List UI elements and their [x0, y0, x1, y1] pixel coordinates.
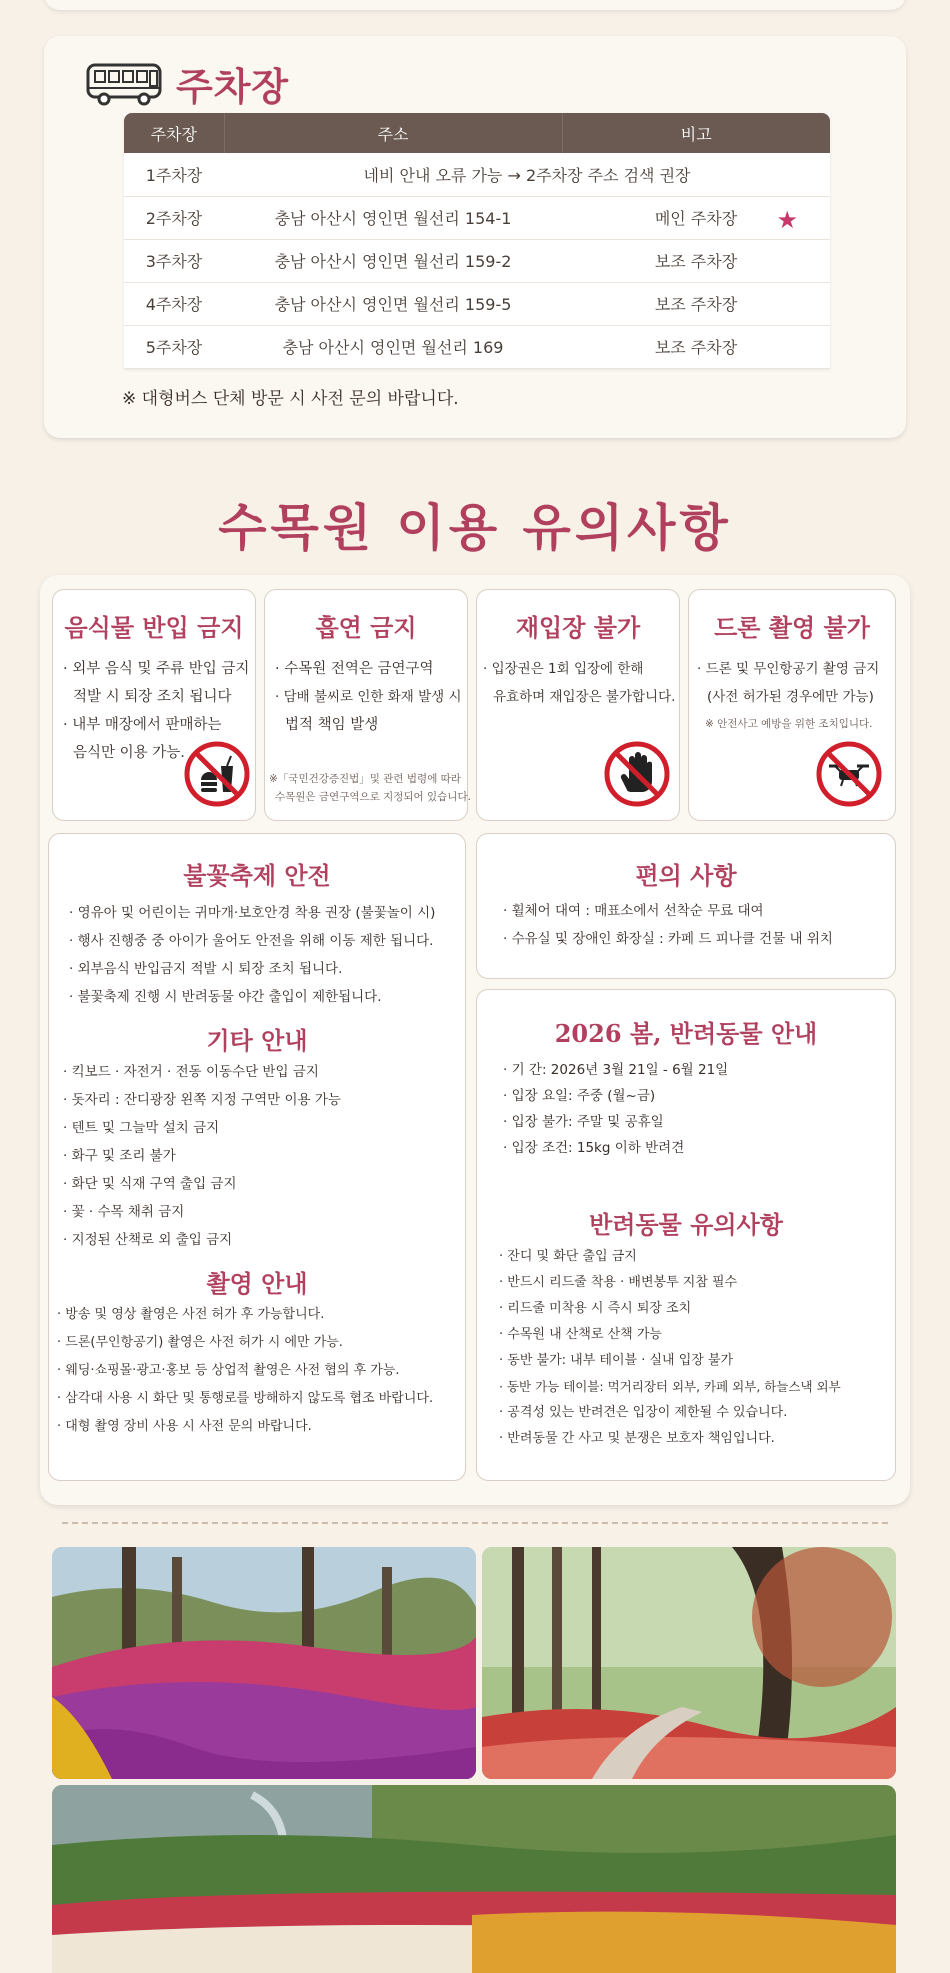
convenience-list — [503, 897, 895, 953]
rules-title: 수목원 이용 유의사항 — [218, 498, 732, 557]
filming-list — [57, 1301, 465, 1441]
smoking-ban-title: 흡연 금지 — [315, 613, 417, 642]
list-item: · 반드시 리드줄 착용 · 배변봉투 지참 필수 — [499, 1275, 738, 1290]
pet-rules-list — [499, 1244, 895, 1452]
table-row — [124, 325, 830, 368]
list-item: · 방송 및 영상 촬영은 사전 허가 후 가능합니다. — [57, 1307, 325, 1322]
no-hand-icon — [603, 740, 671, 808]
no-food-icon — [183, 740, 251, 808]
food-line-1: · 외부 음식 및 주류 반입 금지 — [63, 661, 250, 677]
list-item: · 수목원 내 산책로 산책 가능 — [499, 1327, 662, 1342]
convenience-title: 편의 사항 — [635, 861, 737, 890]
food-ban-title: 음식물 반입 금지 — [64, 613, 244, 642]
lot-name: 2주차장 — [124, 196, 224, 239]
pets-list — [503, 1057, 895, 1161]
list-item: · 화단 및 식재 구역 출입 금지 — [63, 1176, 237, 1192]
list-item: · 반려동물 간 사고 및 분쟁은 보호자 책임입니다. — [499, 1431, 775, 1446]
etc-list — [63, 1058, 465, 1254]
reentry-title: 재입장 불가 — [515, 613, 641, 642]
lot-note: 보조 주차장 — [562, 239, 830, 282]
list-item: · 행사 진행중 중 아이가 울어도 안전을 위해 이동 제한 됩니다. — [69, 933, 434, 949]
header-note: 비고 — [562, 113, 830, 153]
drone-ban-box — [688, 589, 896, 821]
list-item: · 외부음식 반입금지 적발 시 퇴장 조치 됩니다. — [69, 961, 343, 977]
list-item: · 화구 및 조리 불가 — [63, 1148, 176, 1164]
lot-address: 충남 아산시 영인면 월선리 159-2 — [224, 239, 562, 282]
parking-note: ※ 대형버스 단체 방문 시 사전 문의 바랍니다. — [122, 389, 459, 409]
list-item: · 동반 불가: 내부 테이블 · 실내 입장 불가 — [499, 1353, 734, 1368]
smoke-note-2: 수목원은 금연구역으로 지정되어 있습니다. — [275, 791, 471, 803]
section-divider — [62, 1522, 888, 1524]
list-item: · 잔디 및 화단 출입 금지 — [499, 1249, 637, 1264]
fireworks-title: 불꽃축제 안전 — [183, 861, 331, 890]
star-icon: ★ — [776, 205, 798, 234]
list-item: · 불꽃축제 진행 시 반려동물 야간 출입이 제한됩니다. — [69, 989, 382, 1005]
food-line-4: 음식만 이용 가능. — [73, 745, 185, 761]
food-line-3: · 내부 매장에서 판매하는 — [63, 717, 222, 733]
lot-name: 1주차장 — [124, 153, 224, 196]
rules-container — [40, 575, 910, 1505]
reentry-box — [476, 589, 680, 821]
pets-title: 2026 봄, 반려동물 안내 — [554, 1019, 818, 1048]
food-ban-box — [52, 589, 256, 821]
drone-note-1: ※ 안전사고 예방을 위한 조치입니다. — [705, 718, 873, 730]
lot-name: 4주차장 — [124, 282, 224, 325]
food-line-2: 적발 시 퇴장 조치 됩니다 — [73, 689, 232, 705]
lot-note-cell — [562, 196, 830, 239]
list-item: · 입장 조건: 15kg 이하 반려견 — [503, 1140, 685, 1156]
smoke-line-2: · 담배 불씨로 인한 화재 발생 시 — [275, 689, 462, 705]
list-item: · 대형 촬영 장비 사용 시 사전 문의 바랍니다. — [57, 1419, 312, 1434]
table-row — [124, 153, 830, 196]
list-item: · 입장 불가: 주말 및 공휴일 — [503, 1114, 664, 1130]
list-item: · 리드줄 미착용 시 즉시 퇴장 조치 — [499, 1301, 692, 1316]
tulip-photo-1 — [52, 1547, 476, 1779]
pet-rules-title: 반려동물 유의사항 — [589, 1210, 783, 1239]
parking-header — [86, 56, 289, 111]
header-lot: 주차장 — [124, 113, 224, 153]
list-item: · 지정된 산책로 외 출입 금지 — [63, 1232, 233, 1248]
lot-address: 충남 아산시 영인면 월선리 169 — [224, 325, 562, 368]
lot-note: 보조 주차장 — [562, 282, 830, 325]
drone-line-2: (사전 허가된 경우에만 가능) — [707, 689, 874, 705]
lot-note: 메인 주차장 — [654, 209, 738, 228]
list-item: · 꽃 · 수목 채취 금지 — [63, 1204, 185, 1220]
table-row — [124, 282, 830, 325]
list-item: · 돗자리 : 잔디광장 왼쪽 지정 구역만 이용 가능 — [63, 1092, 341, 1108]
lot-name: 5주차장 — [124, 325, 224, 368]
list-item: · 공격성 있는 반려견은 입장이 제한될 수 있습니다. — [499, 1405, 788, 1420]
parking-table — [124, 113, 830, 369]
drone-ban-title: 드론 촬영 불가 — [714, 613, 870, 642]
reentry-line-2: 유효하며 재입장은 불가합니다. — [493, 689, 676, 705]
list-item: · 삼각대 사용 시 화단 및 통행로를 방해하지 않도록 협조 바랍니다. — [57, 1391, 434, 1406]
lot-address: 네비 안내 오류 가능 → 2주차장 주소 검색 권장 — [224, 153, 830, 196]
pets-box — [476, 989, 896, 1481]
list-item: · 입장 요일: 주중 (월~금) — [503, 1088, 656, 1104]
smoke-line-3: 법적 책임 발생 — [285, 717, 379, 733]
left-info-box — [48, 833, 466, 1481]
convenience-box — [476, 833, 896, 979]
smoke-note-1: ※「국민건강증진법」및 관련 법령에 따라 — [269, 773, 461, 785]
parking-title: 주차장 — [176, 65, 290, 109]
no-drone-icon — [815, 740, 883, 808]
tulip-photo-2 — [482, 1547, 896, 1779]
list-item: · 드론(무인항공기) 촬영은 사전 허가 시 에만 가능. — [57, 1335, 343, 1350]
lot-address: 충남 아산시 영인면 월선리 154-1 — [224, 196, 562, 239]
list-item: · 킥보드 · 자전거 · 전동 이동수단 반입 금지 — [63, 1064, 319, 1080]
etc-title: 기타 안내 — [206, 1026, 308, 1055]
reentry-line-1: · 입장권은 1회 입장에 한해 — [483, 661, 644, 677]
parking-card — [44, 36, 906, 438]
list-item: · 동반 가능 테이블: 먹거리장터 외부, 카페 외부, 하늘스낵 외부 — [499, 1379, 841, 1394]
filming-title: 촬영 안내 — [206, 1269, 308, 1298]
previous-card-edge — [44, 0, 906, 10]
smoke-line-1: · 수목원 전역은 금연구역 — [275, 661, 434, 677]
list-item: · 웨딩·쇼핑몰·광고·홍보 등 상업적 촬영은 사전 협의 후 가능. — [57, 1363, 400, 1378]
bus-icon — [86, 61, 164, 107]
tulip-photo-3 — [52, 1785, 896, 1973]
lot-name: 3주차장 — [124, 239, 224, 282]
table-row — [124, 239, 830, 282]
list-item: · 수유실 및 장애인 화장실 : 카페 드 피나클 건물 내 위치 — [503, 931, 833, 947]
smoking-ban-box — [264, 589, 471, 821]
fireworks-list — [69, 899, 465, 1011]
lot-address: 충남 아산시 영인면 월선리 159-5 — [224, 282, 562, 325]
list-item: · 기 간: 2026년 3월 21일 - 6월 21일 — [503, 1062, 729, 1078]
header-address: 주소 — [224, 113, 562, 153]
list-item: · 휠체어 대여 : 매표소에서 선착순 무료 대여 — [503, 903, 764, 919]
lot-note: 보조 주차장 — [562, 325, 830, 368]
table-row — [124, 196, 830, 239]
list-item: · 영유아 및 어린이는 귀마개·보호안경 착용 권장 (불꽃놀이 시) — [69, 905, 436, 921]
drone-line-1: · 드론 및 무인항공기 촬영 금지 — [697, 661, 880, 677]
parking-table-header — [124, 113, 830, 153]
list-item: · 텐트 및 그늘막 설치 금지 — [63, 1120, 220, 1136]
